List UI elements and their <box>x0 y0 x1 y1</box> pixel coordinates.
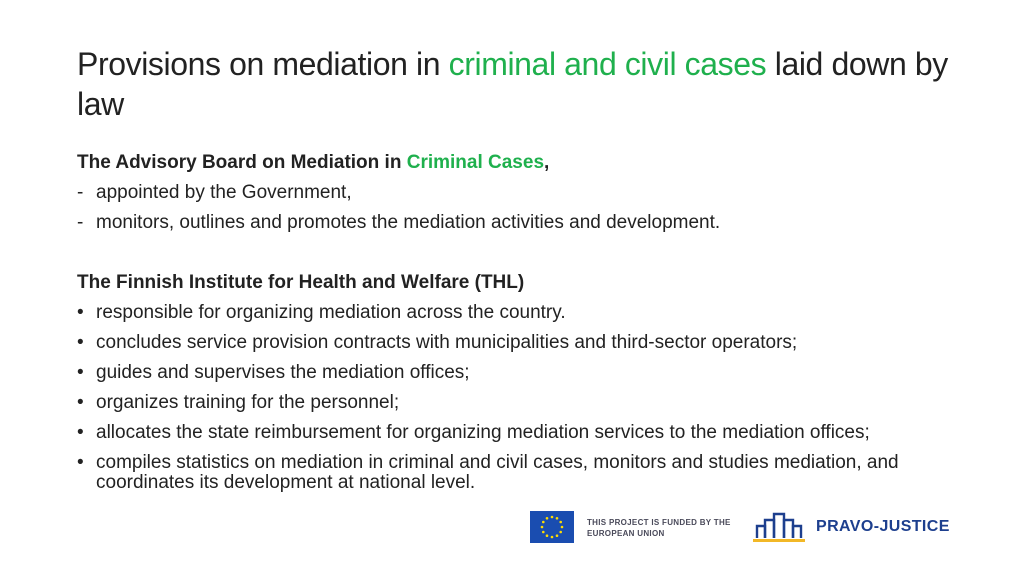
list-item-text: monitors, outlines and promotes the mediation activities and development. <box>96 212 721 233</box>
bullet-marker: • <box>77 302 84 323</box>
thl-list <box>77 303 977 493</box>
title-part-2: laid down by law <box>77 46 948 122</box>
eu-flag-icon <box>530 511 574 543</box>
eu-funding-text: THIS PROJECT IS FUNDED BY THE EUROPEAN UNION <box>587 518 731 538</box>
bullet-marker: • <box>77 452 84 473</box>
pravo-justice-name: PRAVO-JUSTICE <box>816 518 950 535</box>
list-item-text: organizes training for the personnel; <box>96 392 400 413</box>
list-item <box>77 333 977 353</box>
list-item-text: guides and supervises the mediation offices; <box>96 362 470 383</box>
bullet-marker: • <box>77 332 84 353</box>
list-item-text: concludes service provision contracts with municipalities and third-sector operators; <box>96 332 798 353</box>
title-highlight: criminal and civil cases <box>448 46 767 82</box>
list-item <box>77 178 977 208</box>
pravo-justice-logo-icon <box>752 511 806 543</box>
list-item <box>77 208 977 238</box>
footer-logos <box>530 511 970 545</box>
bullet-marker: • <box>77 362 84 383</box>
thl-heading: The Finnish Institute for Health and Welfare (THL) <box>77 272 525 293</box>
slide-title <box>77 44 957 124</box>
bullet-marker: • <box>77 422 84 443</box>
thl-section <box>77 268 977 503</box>
heading-highlight: Criminal Cases <box>406 152 545 173</box>
bullet-marker: • <box>77 392 84 413</box>
heading-prefix: The Advisory Board on Mediation in <box>77 152 407 173</box>
criminal-cases-list <box>77 178 977 238</box>
list-item <box>77 303 977 323</box>
list-item-text: responsible for organizing mediation across the country. <box>96 302 566 323</box>
dash-marker: - <box>77 212 84 233</box>
list-item-text: allocates the state reimbursement for organizing mediation services to the mediation offices; <box>96 422 870 443</box>
list-item-text: appointed by the Government, <box>96 182 352 203</box>
list-item-text: compiles statistics on mediation in criminal and civil cases, monitors and studies mediation, and coordinates its development at national level. <box>96 452 899 493</box>
list-item <box>77 423 977 443</box>
criminal-cases-section <box>77 148 977 238</box>
title-part-1: Provisions on mediation in <box>77 46 449 82</box>
list-item <box>77 453 977 493</box>
criminal-cases-heading <box>77 148 977 178</box>
heading-suffix: , <box>544 152 550 173</box>
list-item <box>77 363 977 383</box>
dash-marker: - <box>77 182 84 203</box>
list-item <box>77 393 977 413</box>
